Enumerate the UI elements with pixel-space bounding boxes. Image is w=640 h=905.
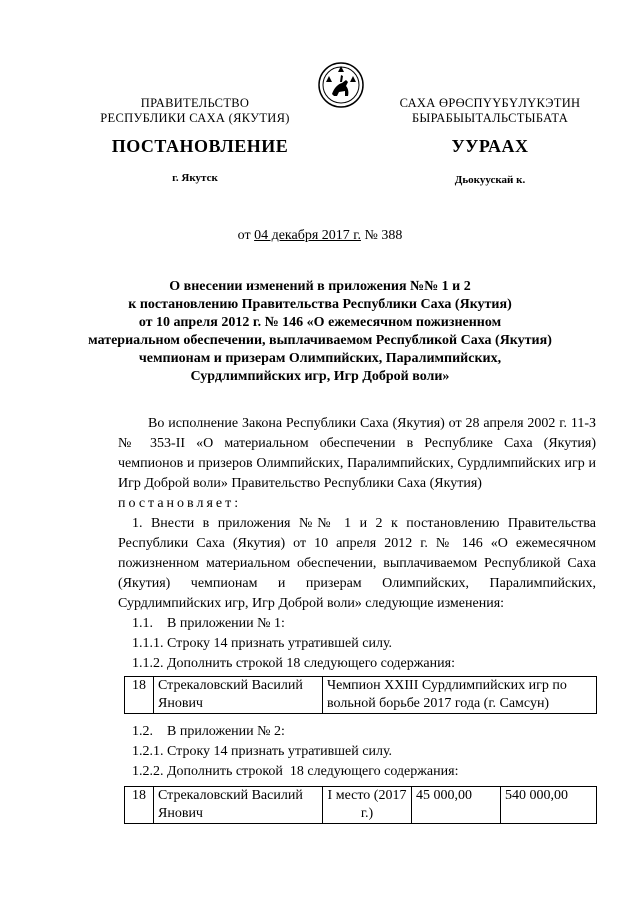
decree-number: 388 xyxy=(381,228,403,243)
row-number-cell: 18 xyxy=(125,787,154,824)
annual-amount-cell: 540 000,00 xyxy=(501,787,597,824)
title-line: к постановлению Правительства Республики Саха (Якутия) xyxy=(128,297,512,312)
issuer-left-line2: РЕСПУБЛИКИ САХА (ЯКУТИЯ) xyxy=(100,111,290,125)
issuer-right-line2: БЫРАБЫЫТАЛЬСТЫБАТА xyxy=(411,111,569,125)
decree-word: постановляет: xyxy=(118,496,242,511)
decree-title xyxy=(60,278,580,386)
clause-1-2: 1.2. В приложении № 2: xyxy=(132,724,285,739)
city-right: Дьокуускай к. xyxy=(454,174,526,186)
preamble-paragraph: Во исполнение Закона Республики Саха (Якутия) от 28 апреля 2002 г. 11-З № 353-II «О материальном обеспечении в Республике Саха (Якутия) чемпионов и призеров Олимпийских, Паралимпийских, Сурдлимпийских игр и Игр Доброй воли» Правительство Республики Саха (Якутия) xyxy=(118,416,596,491)
date-line xyxy=(0,228,640,244)
clause-1-1-2: 1.1.2. Дополнить строкой 18 следующего содержания: xyxy=(132,656,455,671)
title-line: чемпионам и призерам Олимпийских, Паралимпийских, xyxy=(138,351,502,366)
issuer-left-line1: ПРАВИТЕЛЬСТВО xyxy=(140,96,250,110)
appendix-2-table xyxy=(124,786,597,824)
issuer-left xyxy=(95,96,295,126)
achievement-cell: Чемпион XXIII Сурдлимпийских игр по вольной борьбе 2017 года (г. Самсун) xyxy=(323,677,597,714)
clause-1-paragraph: 1. Внести в приложения №№ 1 и 2 к постановлению Правительства Республики Саха (Якутия) от 10 апреля 2012 г. № 146 «О ежемесячном пожизненном материальном обеспечении, выплачиваемом Республикой Саха (Якутия) чемпионам и призерам Олимпийских, Паралимпийских, Сурдлимпийских игр, Игр Доброй воли» следующие изменения: xyxy=(118,516,596,611)
name-cell: Стрекаловский Василий Янович xyxy=(154,787,323,824)
row-number-cell: 18 xyxy=(125,677,154,714)
doc-type-right: УУРААХ xyxy=(451,136,529,156)
table-row xyxy=(125,787,597,824)
table-row xyxy=(125,677,597,714)
title-line: Сурдлимпийских игр, Игр Доброй воли» xyxy=(190,369,450,384)
title-line: материальном обеспечении, выплачиваемом Республикой Саха (Якутия) xyxy=(88,333,552,348)
number-prefix: № xyxy=(360,228,382,243)
date-prefix: от xyxy=(237,228,255,243)
title-line: О внесении изменений в приложения №№ 1 и 2 xyxy=(169,279,471,294)
city-left: г. Якутск xyxy=(172,172,218,184)
issuer-right-line1: САХА ӨРӨСПҮҮБҮЛҮКЭТИН xyxy=(399,96,581,110)
clause-1-2-2: 1.2.2. Дополнить строкой 18 следующего содержания: xyxy=(132,764,459,779)
clause-1-2-1: 1.2.1. Строку 14 признать утратившей силу. xyxy=(132,744,393,759)
place-cell: I место (2017 г.) xyxy=(323,787,412,824)
clause-1-1: 1.1. В приложении № 1: xyxy=(132,616,285,631)
title-line: от 10 апреля 2012 г. № 146 «О ежемесячном пожизненном xyxy=(138,315,502,330)
appendix-1-table xyxy=(124,676,597,714)
doc-type-left: ПОСТАНОВЛЕНИЕ xyxy=(111,136,289,156)
name-cell: Стрекаловский Василий Янович xyxy=(154,677,323,714)
clause-1-1-1: 1.1.1. Строку 14 признать утратившей силу. xyxy=(132,636,393,651)
decree-date: 04 декабря 2017 г. xyxy=(254,228,361,243)
coat-of-arms-emblem xyxy=(318,60,364,110)
issuer-right xyxy=(390,96,590,126)
monthly-amount-cell: 45 000,00 xyxy=(412,787,501,824)
